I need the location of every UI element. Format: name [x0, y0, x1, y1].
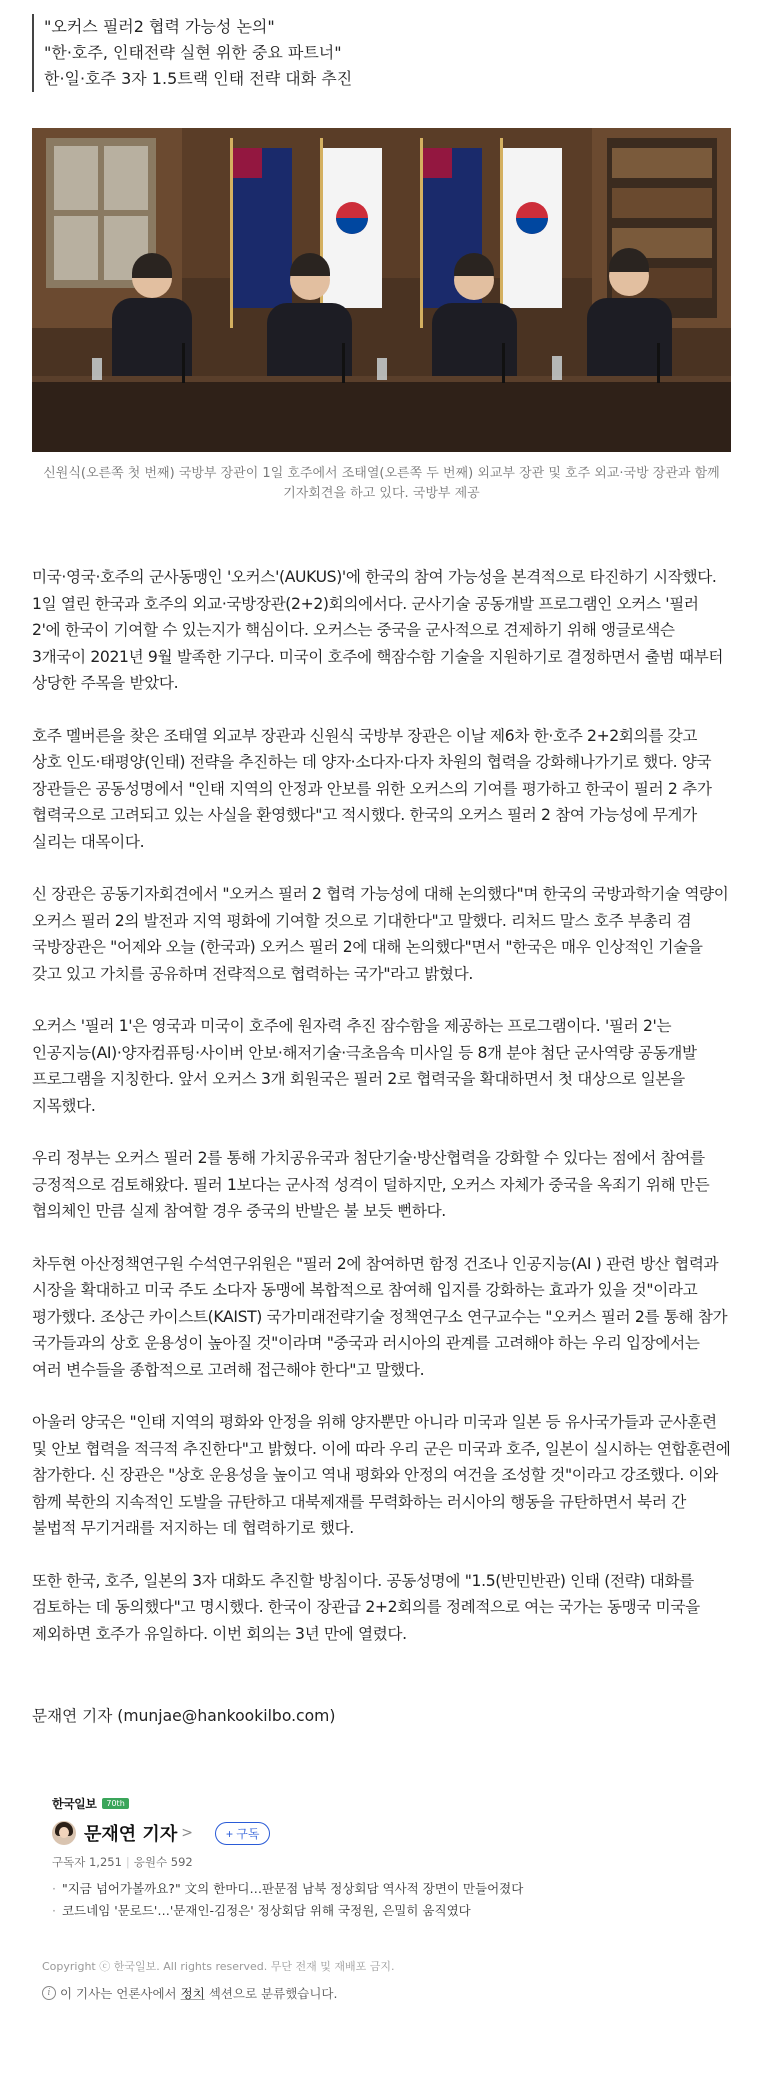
article: [0, 14, 763, 2002]
article-body: [32, 564, 731, 1647]
article-paragraph: 미국·영국·호주의 군사동맹인 '오커스'(AUKUS)'에 한국의 참여 가능성을 본격적으로 타진하기 시작했다. 1일 열린 한국과 호주의 외교·국방장관(2+2)회의에서다. 군사기술 공동개발 프로그램인 오커스 '필러 2'에 한국이 기여할 수 있는지가 핵심이다. 오커스는 중국을 군사적으로 견제하기 위해 앵글로색슨 3개국이 2021년 9월 발족한 기구다. 미국이 호주에 핵잠수함 기술을 지원하기로 결정하면서 출범 때부터 상당한 주목을 받았다.: [32, 568, 724, 692]
article-paragraph: 우리 정부는 오커스 필러 2를 통해 가치공유국과 첨단기술·방산협력을 강화할 수 있다는 점에서 참여를 긍정적으로 검토해왔다. 필러 1보다는 군사적 성격이 덜하지만, 오커스 자체가 중국을 옥죄기 위해 만든 협의체인 만큼 실제 참여할 경우 중국의 반발은 불 보듯 뻔하다.: [32, 1149, 710, 1220]
subtitle-line: "오커스 필러2 협력 가능성 논의": [44, 17, 275, 36]
related-article-link[interactable]: [52, 1900, 721, 1922]
cheer-count: 응원수 592: [133, 1855, 193, 1869]
press-anniversary-badge: 70th: [102, 1798, 128, 1809]
reporter-name-link[interactable]: [84, 1820, 193, 1846]
article-paragraph: 호주 멜버른을 찾은 조태열 외교부 장관과 신원식 국방부 장관은 이날 제6차 한·호주 2+2회의를 갖고 상호 인도·태평양(인태) 전략을 추진하는 데 양자·소다자·다자 차원의 협력을 강화해나가기로 했다. 양국 장관들은 공동성명에서 "인태 지역의 안정과 안보를 위한 오커스의 기여를 평가하고 한국이 필러 2 추가 협력국으로 고려되고 있는 사실을 환영했다"고 적시했다. 한국의 오커스 필러 2 참여 가능성에 무게가 실리는 대목이다.: [32, 726, 712, 851]
classify-suffix: 섹션으로 분류했습니다.: [208, 1986, 338, 2001]
reporter-stats: [52, 1854, 721, 1870]
article-subtitles: [32, 14, 731, 92]
reporter-name: 문재연 기자: [84, 1824, 178, 1845]
article-paragraph: 또한 한국, 호주, 일본의 3자 대화도 추진할 방침이다. 공동성명에 "1.5(반민반관) 인태 (전략) 대화를 검토하는 데 동의했다"고 명시했다. 한국이 장관급 2+2회의를 정례적으로 여는 국가는 동맹국 미국을 제외하면 호주가 유일하다. 이번 회의는 3년 만에 열렸다.: [32, 1571, 700, 1643]
article-paragraph: 아울러 양국은 "인태 지역의 평화와 안정을 위해 양자뿐만 아니라 미국과 일본 등 유사국가들과 군사훈련 및 안보 협력을 적극적 추진한다"고 밝혔다. 이에 따라 우리 군은 미국과 호주, 일본이 실시하는 연합훈련에 참가한다. 신 장관은 "상호 운용성을 높이고 역내 평화와 안정의 여건을 조성할 것"이라고 강조했다. 이와 함께 북한의 지속적인 도발을 규탄하고 대북제재를 무력화하는 러시아의 행동을 규탄하면서 북러 간 불법적 무기거래를 저지하는 데 협력하기로 했다.: [32, 1413, 731, 1537]
article-photo-block: [32, 128, 731, 504]
bullet-icon: ·: [52, 1881, 56, 1896]
press-logo: 한국일보: [52, 1797, 97, 1811]
reporter-card: [42, 1785, 731, 1922]
reporter-related-articles: [52, 1878, 721, 1922]
subtitle-line: "한·호주, 인태전략 실현 위한 중요 파트너": [44, 43, 342, 62]
article-footer: [32, 1958, 731, 2002]
section-classification: [42, 1984, 731, 2002]
subscribe-button[interactable]: + 구독: [215, 1822, 271, 1845]
article-paragraph: 오커스 '필러 1'은 영국과 미국이 호주에 원자력 추진 잠수함을 제공하는 프로그램이다. '필러 2'는 인공지능(AI)·양자컴퓨팅·사이버 안보·해저기술·극초음속 미사일 등 8개 분야 첨단 군사역량 공동개발 프로그램을 지칭한다. 앞서 오커스 3개 회원국은 필러 2로 협력국을 확대하면서 첫 대상으로 일본을 지목했다.: [32, 1017, 697, 1115]
copyright-notice: Copyright ⓒ 한국일보. All rights reserved. 무단 전재 및 재배포 금지.: [42, 1960, 395, 1973]
section-link[interactable]: 정치: [180, 1986, 205, 2001]
subtitle-line: 한·일·호주 3자 1.5트랙 인태 전략 대화 추진: [44, 69, 353, 88]
bullet-icon: ·: [52, 1903, 56, 1918]
article-paragraph: 차두현 아산정책연구원 수석연구위원은 "필러 2에 참여하면 함정 건조나 인공지능(AI ) 관련 방산 협력과 시장을 확대하고 미국 주도 소다자 동맹에 복합적으로 참여해 입지를 강화하는 효과가 있을 것"이라고 평가했다. 조상근 카이스트(KAIST) 국가미래전략기술 정책연구소 연구교수는 "오커스 필러 2를 통해 참가 국가들과의 상호 운용성이 높아질 것"이라며 "중국과 러시아의 관계를 고려해야 하는 우리 입장에서는 여러 변수들을 종합적으로 고려해 접근해야 한다"고 말했다.: [32, 1254, 728, 1379]
classify-prefix: 이 기사는 언론사에서: [60, 1986, 177, 2001]
article-byline: 문재연 기자 (munjae@hankookilbo.com): [32, 1707, 336, 1725]
stat-divider: |: [125, 1855, 130, 1869]
related-article-title: 코드네임 '문로드'…'문재인-김정은' 정상회담 위해 국정원, 은밀히 움직였다: [61, 1903, 471, 1918]
article-paragraph: 신 장관은 공동기자회견에서 "오커스 필러 2 협력 가능성에 대해 논의했다"며 한국의 국방과학기술 역량이 오커스 필러 2의 발전과 지역 평화에 기여할 것으로 기대한다"고 말했다. 리처드 말스 호주 부총리 겸 국방장관은 "어제와 오늘 (한국과) 오커스 필러 2에 대해 논의했다"면서 "한국은 매우 인상적인 기술을 갖고 있고 가치를 공유하며 전략적으로 협력하는 국가"라고 밝혔다.: [32, 885, 729, 983]
info-icon[interactable]: i: [42, 1986, 56, 2000]
photo-caption: 신원식(오른쪽 첫 번째) 국방부 장관이 1일 호주에서 조태열(오른쪽 두 번째) 외교부 장관 및 호주 외교·국방 장관과 함께 기자회견을 하고 있다. 국방부 제공: [43, 466, 720, 501]
reporter-row: [52, 1820, 721, 1846]
related-article-link[interactable]: [52, 1878, 721, 1900]
reporter-avatar[interactable]: [52, 1821, 76, 1845]
chevron-right-icon: >: [181, 1825, 193, 1841]
press-brand[interactable]: [52, 1795, 721, 1812]
related-article-title: "지금 넘어가볼까요?" 文의 한마디…판문점 남북 정상회담 역사적 장면이 만들어졌다: [61, 1881, 524, 1896]
subscriber-count: 구독자 1,251: [52, 1855, 122, 1869]
article-photo[interactable]: [32, 128, 731, 452]
